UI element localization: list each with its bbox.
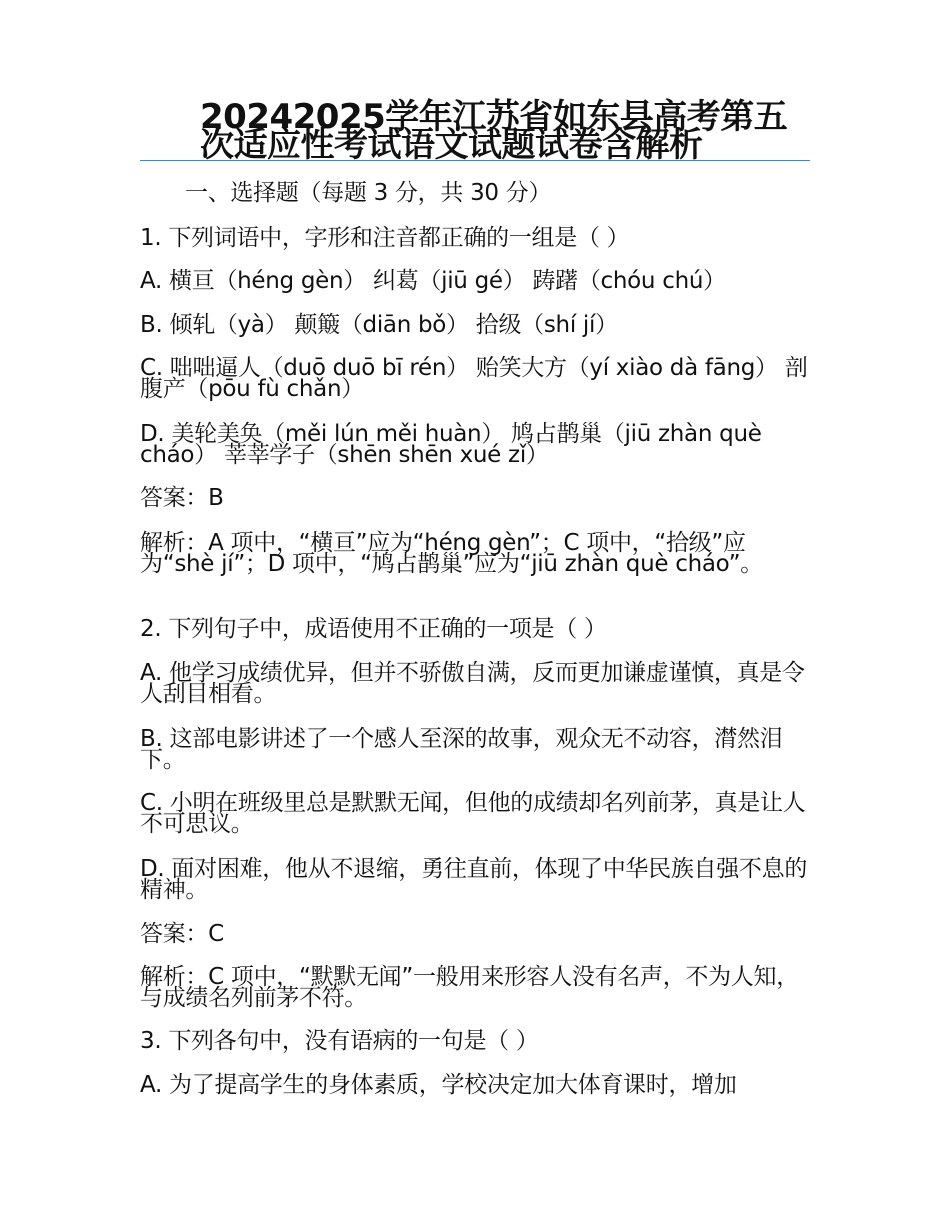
q2-option-a: A. 他学习成绩优异，但并不骄傲自满，反而更加谦虚谨慎，真是令人刮目相看。	[140, 660, 805, 707]
q3-stem: 3. 下列各句中，没有语病的一句是（ ）	[140, 1028, 539, 1054]
q1-option-d: D. 美轮美奂（měi lún měi huàn） 鸠占鹊巢（jiū zhàn què cháo） 莘莘学子（shēn shēn xué zǐ）	[140, 421, 762, 468]
document-title: 20242025学年江苏省如东县高考第五次适应性考试语文试题试卷含解析	[200, 97, 788, 165]
title-underline	[140, 160, 810, 161]
q2-stem: 2. 下列句子中，成语使用不正确的一项是（ ）	[140, 616, 607, 642]
q1-option-c: C. 咄咄逼人（duō duō bī rén） 贻笑大方（yí xiào dà fāng） 剖腹产（pōu fù chǎn）	[140, 355, 808, 402]
q2-option-b: B. 这部电影讲述了一个感人至深的故事，观众无不动容，潸然泪下。	[140, 726, 783, 773]
q2-option-c: C. 小明在班级里总是默默无闻，但他的成绩却名列前茅，真是让人不可思议。	[140, 790, 806, 837]
q2-answer: 答案：C	[140, 921, 224, 947]
q1-stem: 1. 下列词语中，字形和注音都正确的一组是（ ）	[140, 225, 630, 251]
q1-analysis: 解析：A 项中，“横亘”应为“héng gèn”；C 项中，“拾级”应为“shè jí”；D 项中，“鸠占鹊巢”应为“jiū zhàn què cháo”。	[140, 530, 763, 577]
q1-answer: 答案：B	[140, 485, 224, 511]
q2-option-d: D. 面对困难，他从不退缩，勇往直前，体现了中华民族自强不息的精神。	[140, 856, 808, 903]
section-heading: 一、选择题（每题 3 分，共 30 分）	[185, 180, 552, 206]
q2-analysis: 解析：C 项中，“默默无闻”一般用来形容人没有名声，不为人知，与成绩名列前茅不符。	[140, 964, 799, 1011]
q3-option-a: A. 为了提高学生的身体素质，学校决定加大体育课时，增加	[140, 1072, 737, 1098]
q1-option-b: B. 倾轧（yà） 颠簸（diān bǒ） 拾级（shí jí）	[140, 312, 618, 338]
q1-option-a: A. 横亘（héng gèn） 纠葛（jiū gé） 踌躇（chóu chú）	[140, 268, 726, 294]
